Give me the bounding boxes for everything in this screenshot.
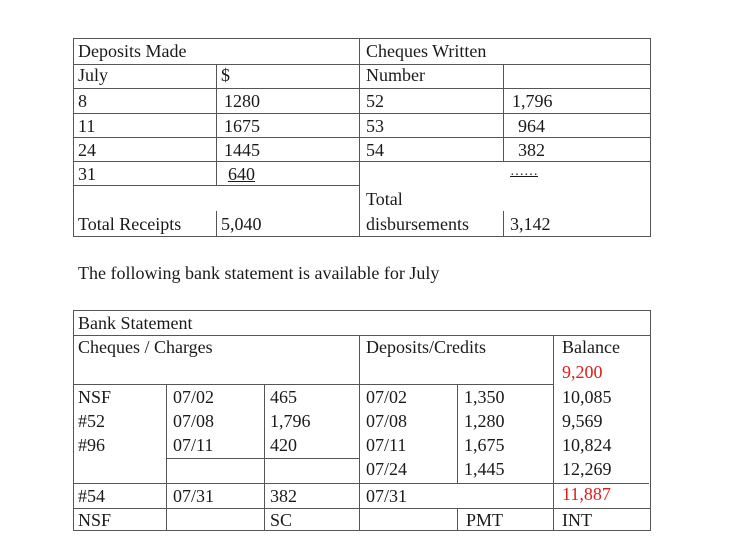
cheque-charge-amount: 465 xyxy=(270,387,297,407)
deposit-amount: 1280 xyxy=(224,91,260,111)
deposit-credit-amount: 1,280 xyxy=(464,411,505,431)
balance-header: Balance xyxy=(562,337,620,357)
deposit-credit-amount: PMT xyxy=(466,510,504,530)
number-label: Number xyxy=(366,65,425,85)
cheque-amount: 1,796 xyxy=(512,91,553,111)
deposit-day: 31 xyxy=(78,164,96,184)
cheque-charge-amount: SC xyxy=(270,510,293,530)
cheque-date: 07/31 xyxy=(173,486,215,506)
total-disbursements-label: Total xyxy=(366,189,403,209)
deposit-date: 07/24 xyxy=(366,459,408,479)
cheque-code: #54 xyxy=(78,486,105,506)
deposit-date: 07/31 xyxy=(366,486,408,506)
cheque-amount: 382 xyxy=(518,140,545,160)
cheque-amount: 964 xyxy=(518,116,545,136)
total-receipts-label: Total Receipts xyxy=(78,214,182,234)
balance-value: 12,269 xyxy=(562,459,612,479)
deposit-date: 07/02 xyxy=(366,387,408,407)
deposit-day: 24 xyxy=(78,140,96,160)
cheque-date: 07/02 xyxy=(173,387,215,407)
balance-value-highlighted: 9,200 xyxy=(562,362,603,382)
balance-value: 9,569 xyxy=(562,411,603,431)
total-disbursements-value: 3,142 xyxy=(510,214,551,234)
balance-value: 10,824 xyxy=(562,435,612,455)
deposit-credit-amount: 1,445 xyxy=(464,459,505,479)
cheque-code: NSF xyxy=(78,510,112,530)
total-receipts-value: 5,040 xyxy=(221,214,262,234)
deposit-day: 8 xyxy=(78,91,87,111)
cheque-code: NSF xyxy=(78,387,112,407)
cheque-charge-amount: 382 xyxy=(270,486,297,506)
balance-value: 10,085 xyxy=(562,387,612,407)
deposits-credits-header: Deposits/Credits xyxy=(366,337,486,357)
deposit-amount: 1445 xyxy=(224,140,260,160)
cheque-number: 54 xyxy=(366,140,384,160)
deposit-amount: 640 xyxy=(228,164,255,184)
cheque-number: 53 xyxy=(366,116,384,136)
cheque-charge-amount: 420 xyxy=(270,435,297,455)
deposit-date: 07/11 xyxy=(366,435,407,455)
total-disbursements-label-2: disbursements xyxy=(366,214,469,234)
cheque-number: 52 xyxy=(366,91,384,111)
dots-separator: …… xyxy=(510,164,538,179)
cheque-code: #96 xyxy=(78,435,105,455)
month-label: July xyxy=(78,65,109,85)
cheques-written-header: Cheques Written xyxy=(366,41,487,61)
deposit-date: 07/08 xyxy=(366,411,408,431)
cheque-code: #52 xyxy=(78,411,105,431)
deposit-day: 11 xyxy=(78,116,96,136)
deposit-credit-amount: 1,350 xyxy=(464,387,505,407)
balance-value: INT xyxy=(562,510,592,530)
deposit-amount: 1675 xyxy=(224,116,260,136)
caption-text: The following bank statement is available for July xyxy=(78,263,440,283)
cheque-date: 07/11 xyxy=(173,435,214,455)
cheque-charge-amount: 1,796 xyxy=(270,411,311,431)
cheque-date: 07/08 xyxy=(173,411,215,431)
deposit-credit-amount: 1,675 xyxy=(464,435,505,455)
bank-statement-title: Bank Statement xyxy=(78,313,193,333)
cheques-charges-header: Cheques / Charges xyxy=(78,337,213,357)
deposits-made-header: Deposits Made xyxy=(78,41,187,61)
balance-value-highlighted: 11,887 xyxy=(562,484,611,504)
currency-label: $ xyxy=(221,65,230,85)
